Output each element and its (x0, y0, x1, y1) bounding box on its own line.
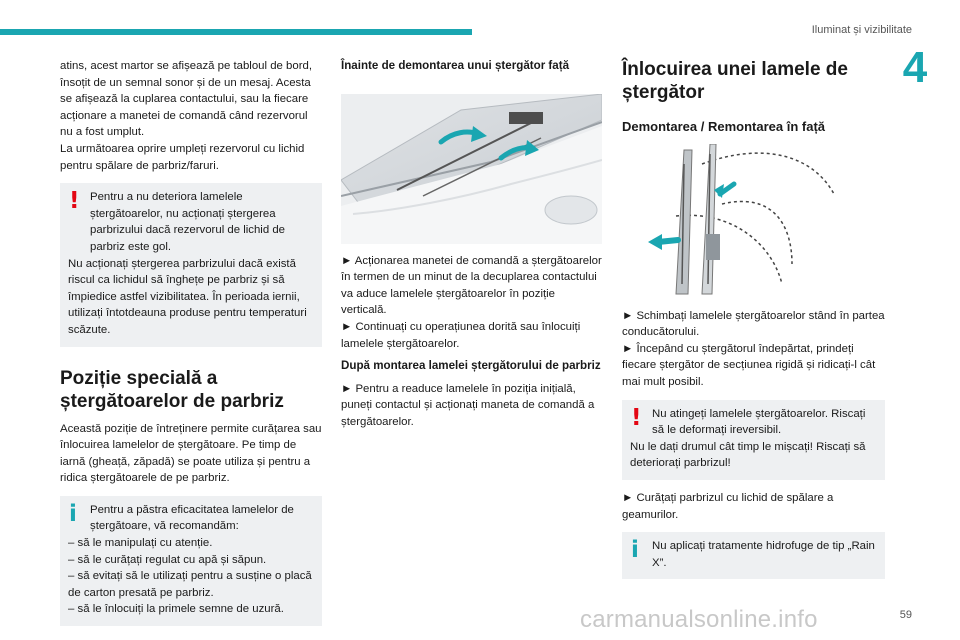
warning-text-2: Nu acționați ștergerea parbrizului dacă există riscul ca lichidul să înghețe pe parbriz și să împiedice astfel vizibilitatea. În perioada iernii, utilizați întotdeauna produse pentru temperaturi scăzute. (68, 257, 307, 336)
warning-exclamation-icon: ! (631, 404, 642, 431)
step-restore-position: ► Pentru a readuce lamelele în poziția inițială, puneți contactul și acționați maneta de comandă a ștergătoarelor. (341, 382, 595, 428)
info-box-rainx (622, 532, 885, 579)
section-title-special-position: Poziție specială a ștergătoarelor de parbriz (60, 367, 284, 412)
chapter-number: 4 (902, 43, 928, 92)
windshield-wipers-svg (341, 94, 602, 244)
info-list-item: – să le înlocuiți la primele semne de uzură. (68, 603, 284, 616)
header-accent-bar (0, 29, 472, 35)
step-grab-wiper: ► Începând cu ștergătorul îndepărtat, prindeți fiecare ștergător de secțiunea rigidă și ridicați-l cât mai mult posibil. (622, 342, 876, 388)
intro-paragraph-2: La următoarea oprire umpleți rezervorul cu lichid pentru spălare de parbriz/faruri. (60, 142, 305, 172)
info-list-item: – să le curățați regulat cu apă și săpun. (68, 553, 267, 566)
info-icon: i (631, 537, 639, 564)
step-change-blades: ► Schimbați lamelele ștergătoarelor stând în partea conducătorului. (622, 309, 885, 339)
info-text-intro: Pentru a păstra eficacitatea lamelelor de ștergătoare, vă recomandăm: (90, 503, 294, 533)
info-box-blades (60, 496, 322, 626)
column-left (60, 58, 322, 626)
warning-box-washer (60, 183, 322, 346)
info-icon: i (69, 500, 77, 527)
wiper-blade-removal-illustration (622, 144, 885, 296)
warning-text-1: Nu atingeți lamelele ștergătoarelor. Riscați să le deformați ireversibil. (652, 407, 866, 437)
info-list-item: – să le manipulați cu atenție. (68, 537, 213, 550)
info-list-item: – să evitați să le utilizați pentru a susține o placă de carton presată pe parbriz. (68, 570, 312, 599)
section-paragraph: Această poziție de întreținere permite curățarea sau înlocuirea lamelelor de ștergătoare. Pe timp de iarnă (gheață, zăpadă) se poate utiliza și pentru a ridica ștergătoarele de pe parbriz. (60, 422, 322, 485)
warning-box-blades (622, 400, 885, 480)
subhead-after-mounting: După montarea lamelei ștergătorului de parbriz (341, 359, 601, 373)
windshield-wipers-illustration (341, 94, 602, 244)
warning-exclamation-icon: ! (69, 188, 80, 215)
column-middle (341, 58, 602, 431)
page-header-title: Iluminat și vizibilitate (811, 24, 912, 36)
warning-text-2: Nu le dați drumul cât timp le mișcați! Riscați să deteriorați parbrizul! (630, 440, 866, 470)
watermark-text: carmanualsonline.info (580, 606, 818, 633)
intro-paragraph: atins, acest martor se afișează pe tabloul de bord, însoțit de un semnal sonor și de un mesaj. Acesta se afișează la cuplarea contactului, sau la fiecare acționare a manetei de comandă când rezervorul nu a fost umplut. (60, 60, 313, 139)
subhead-before-removal: Înainte de demontarea unui ștergător față (341, 59, 570, 72)
step-continue: ► Continuați cu operațiunea dorită sau înlocuiți lamelele ștergătoarelor. (341, 320, 581, 350)
info-text: Nu aplicați tratamente hidrofuge de tip „Rain X”. (652, 540, 875, 569)
warning-text-1: Pentru a nu deteriora lamelele ștergătoarelor, nu acționați ștergerea parbrizului dacă rezervorul de lichid de parbriz este gol. (90, 191, 286, 253)
step-activate-lever: ► Acționarea manetei de comandă a ștergătoarelor în termen de un minut de la decuplarea contactului va aduce lamelele ștergătoarelor în poziție verticală. (341, 254, 602, 317)
page-number: 59 (899, 609, 912, 621)
wiper-blade-svg (622, 144, 885, 296)
step-clean-windshield: ► Curățați parbrizul cu lichid de spălare a geamurilor. (622, 491, 834, 521)
subhead-front-removal: Demontarea / Remontarea în față (622, 119, 826, 134)
column-right (622, 58, 885, 579)
section-title-replace-blade: Înlocuirea unei lamele de ștergător (622, 59, 848, 103)
